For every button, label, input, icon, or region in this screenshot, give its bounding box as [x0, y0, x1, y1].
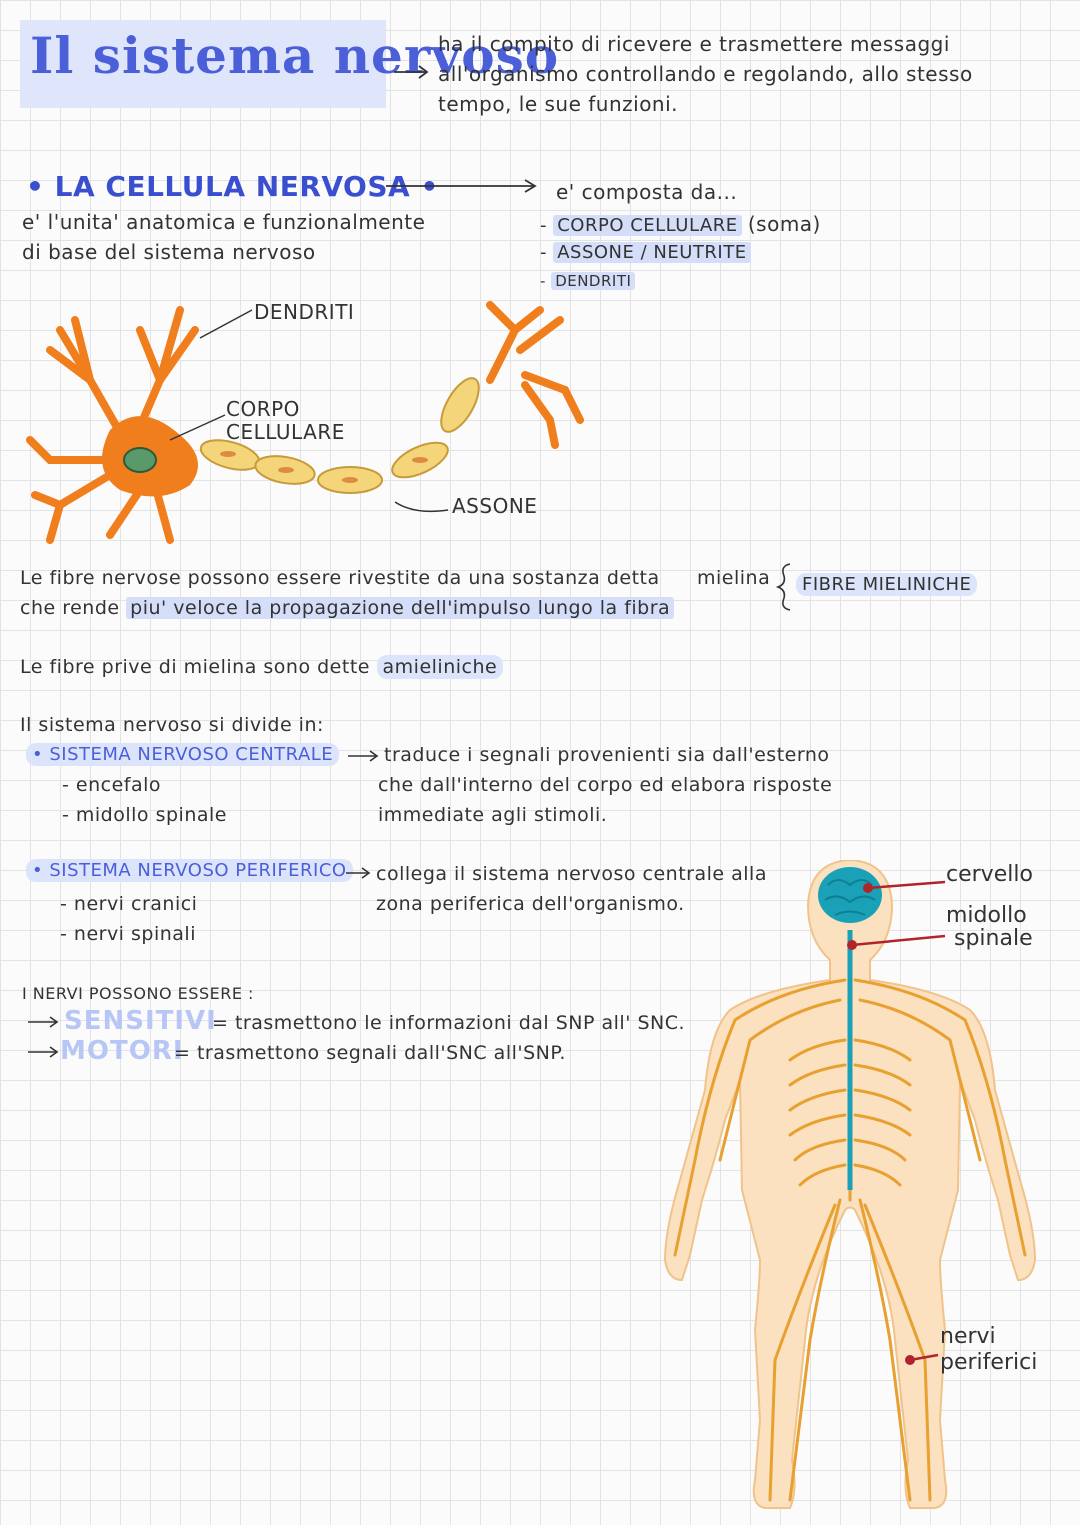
cell-arrow	[384, 176, 544, 196]
label-cervello: cervello	[946, 862, 1033, 887]
snp-item-cranici: - nervi cranici	[60, 893, 198, 915]
myelin-line3-a: Le fibre prive di mielina sono dette	[20, 656, 370, 678]
snc-item-midollo: - midollo spinale	[62, 804, 227, 826]
component-assone: - ASSONE / NEUTRITE	[540, 242, 751, 263]
snc-desc-line3: immediate agli stimoli.	[378, 804, 608, 826]
snc-arrow	[346, 748, 382, 764]
component-assone-label: ASSONE / NEUTRITE	[553, 242, 750, 263]
composed-intro: e' composta da...	[556, 180, 738, 204]
header-desc-line2: all'organismo controllando e regolando, allo stesso	[438, 62, 973, 86]
snp-arrow	[344, 865, 374, 881]
snp-desc-line2: zona periferica dell'organismo.	[376, 893, 685, 915]
header-desc-line3: tempo, le sue funzioni.	[438, 92, 679, 116]
sens-arrow	[26, 1014, 62, 1030]
snc-heading	[26, 744, 339, 765]
cell-heading: • LA CELLULA NERVOSA •	[26, 170, 439, 203]
cell-def-line2: di base del sistema nervoso	[22, 240, 316, 264]
myelin-line2	[20, 597, 674, 619]
sensitivi-label: SENSITIVI	[64, 1006, 217, 1036]
label-midollo: midollo	[946, 903, 1027, 928]
label-periferici: periferici	[940, 1350, 1038, 1375]
fibre-mieliniche-tag	[796, 574, 977, 595]
neuron-label-dendriti: DENDRITI	[254, 300, 355, 324]
snc-desc-line1: traduce i segnali provenienti sia dall'esterno	[384, 744, 830, 766]
fibre-mieliniche-label: FIBRE MIELINICHE	[796, 573, 977, 596]
component-corpo: - CORPO CELLULARE (soma)	[540, 212, 821, 236]
myelin-line1: Le fibre nervose possono essere rivestite da una sostanza detta	[20, 567, 660, 589]
nerves-intro: I NERVI POSSONO ESSERE :	[22, 984, 254, 1003]
neuron-label-corpo2: CELLULARE	[226, 420, 345, 444]
label-spinale: spinale	[954, 926, 1033, 951]
sensitivi-desc: = trasmettono le informazioni dal SNP all' SNC.	[212, 1012, 686, 1034]
myelin-word: mielina	[697, 567, 771, 589]
amieliniche-label: amieliniche	[377, 655, 504, 679]
myelin-brace	[776, 562, 796, 612]
snc-item-encefalo: - encefalo	[62, 774, 161, 796]
snp-label: • SISTEMA NERVOSO PERIFERICO	[26, 859, 353, 882]
myelin-line2-highlight: piu' veloce la propagazione dell'impulso lungo la fibra	[126, 597, 674, 619]
label-nervi: nervi	[940, 1324, 996, 1349]
nervous-system-diagram	[640, 860, 1060, 1520]
component-dendriti: - DENDRITI	[540, 272, 635, 290]
myelin-line3	[20, 656, 503, 678]
motori-label: MOTORI	[60, 1036, 184, 1066]
snc-desc-line2: che dall'interno del corpo ed elabora risposte	[378, 774, 833, 796]
neuron-label-assone: ASSONE	[452, 494, 538, 518]
mot-arrow	[26, 1044, 62, 1060]
snp-item-spinali: - nervi spinali	[60, 923, 196, 945]
cell-def-line1: e' l'unita' anatomica e funzionalmente	[22, 210, 426, 234]
snp-heading	[26, 860, 353, 881]
divisions-intro: Il sistema nervoso si divide in:	[20, 714, 324, 736]
myelin-line2-a: che rende	[20, 597, 120, 619]
motori-desc: = trasmettono segnali dall'SNC all'SNP.	[174, 1042, 566, 1064]
page-title: Il sistema nervoso	[30, 26, 560, 85]
component-corpo-suffix: (soma)	[747, 212, 821, 236]
header-desc-line1: ha il compito di ricevere e trasmettere messaggi	[438, 32, 950, 56]
title-arrow	[392, 62, 432, 82]
neuron-label-corpo1: CORPO	[226, 397, 300, 421]
component-dendriti-label: DENDRITI	[551, 272, 635, 290]
snc-label: • SISTEMA NERVOSO CENTRALE	[26, 743, 339, 766]
snp-desc-line1: collega il sistema nervoso centrale alla	[376, 863, 767, 885]
component-corpo-label: CORPO CELLULARE	[553, 215, 741, 236]
